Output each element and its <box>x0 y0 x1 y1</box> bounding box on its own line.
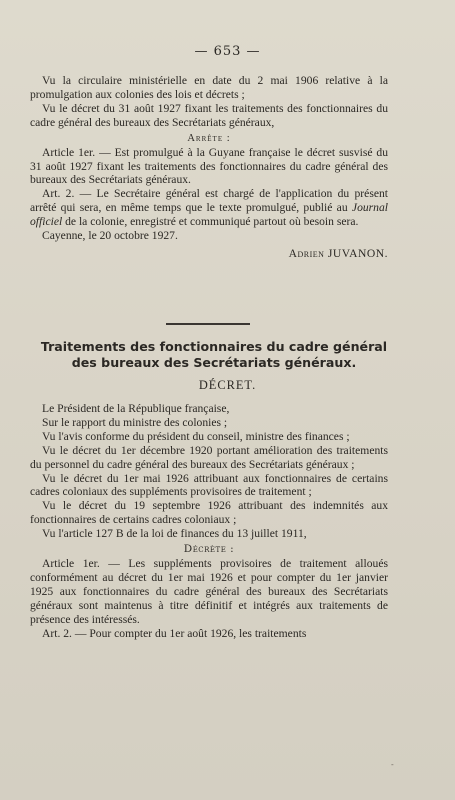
arrete-vu-circulaire: Vu la circulaire ministérielle en date du 2 mai 1906 relative à la promulgation aux colonies des lois et décrets ; <box>30 74 388 101</box>
arrete-vu-decret: Vu le décret du 31 août 1927 fixant les traitements des fonctionnaires du cadre général des bureaux des Secrétariats généraux, <box>30 101 388 129</box>
arrete-section <box>30 74 388 260</box>
decret-section <box>30 402 388 641</box>
decret-vu-sept-1926: Vu le décret du 19 septembre 1926 attribuant des indemnités aux fonctionnaires de certains cadres coloniaux ; <box>30 499 388 527</box>
decret-vu-avis: Vu l'avis conforme du président du conseil, ministre des finances ; <box>42 429 350 443</box>
arrete-article-2-end: de la colonie, enregistré et communiqué partout où besoin sera. <box>62 215 359 229</box>
section-title-line-2: des bureaux des Secrétariats généraux. <box>71 355 357 370</box>
arrete-article-1: Article 1er. — Est promulgué à la Guyane française le décret susvisé du 31 août 1927 fixant les traitements des fonctionnaires du cadre général des bureaux des Secrétariats généraux. <box>30 145 388 187</box>
section-divider <box>166 323 250 325</box>
arrete-article-2-text: Art. 2. — Le Secrétaire général est chargé de l'application du présent arrêté qui sera, en même temps que le texte promulgué, publié au <box>30 187 388 215</box>
decret-title: DÉCRET. <box>198 378 257 392</box>
section-title-line-1: Traitements des fonctionnaires du cadre général <box>40 339 388 354</box>
signatory-name: Adrien JUVANON. <box>288 246 388 260</box>
print-mark: - <box>391 760 394 769</box>
section-title <box>24 339 404 371</box>
arrete-heading: Arrête : <box>187 132 231 144</box>
decret-article-1: Article 1er. — Les suppléments provisoires de traitement alloués conformément au décret du 1er mai 1926 et pour compter du 1er janvier 1925 aux fonctionnaires du cadre général des bureaux des Secrétariats généraux sont maintenus à titre définitif et intégrés aux traitements de présence des intéressés. <box>30 557 388 626</box>
decret-rapport: Sur le rapport du ministre des colonies ; <box>42 415 228 429</box>
arrete-article-2 <box>30 187 388 229</box>
decret-heading: Décrète : <box>183 543 235 556</box>
decret-vu-loi-1911: Vu l'article 127 B de la loi de finances du 13 juillet 1911, <box>42 527 307 541</box>
signature <box>30 247 388 260</box>
page-number: — 653 — <box>194 44 261 59</box>
decret-president: Le Président de la République française, <box>42 402 230 415</box>
place-date: Cayenne, le 20 octobre 1927. <box>42 229 178 243</box>
decret-vu-1920: Vu le décret du 1er décembre 1920 portant amélioration des traitements du personnel du cadre général des bureaux des Secrétariats généraux ; <box>30 443 388 471</box>
decret-vu-mai-1926: Vu le décret du 1er mai 1926 attribuant aux fonctionnaires de certains cadres coloniaux des suppléments provisoires de traitement ; <box>30 471 388 499</box>
decret-article-2: Art. 2. — Pour compter du 1er août 1926, les traitements <box>42 626 307 640</box>
journal-officiel-title: Journal officiel <box>30 201 388 229</box>
